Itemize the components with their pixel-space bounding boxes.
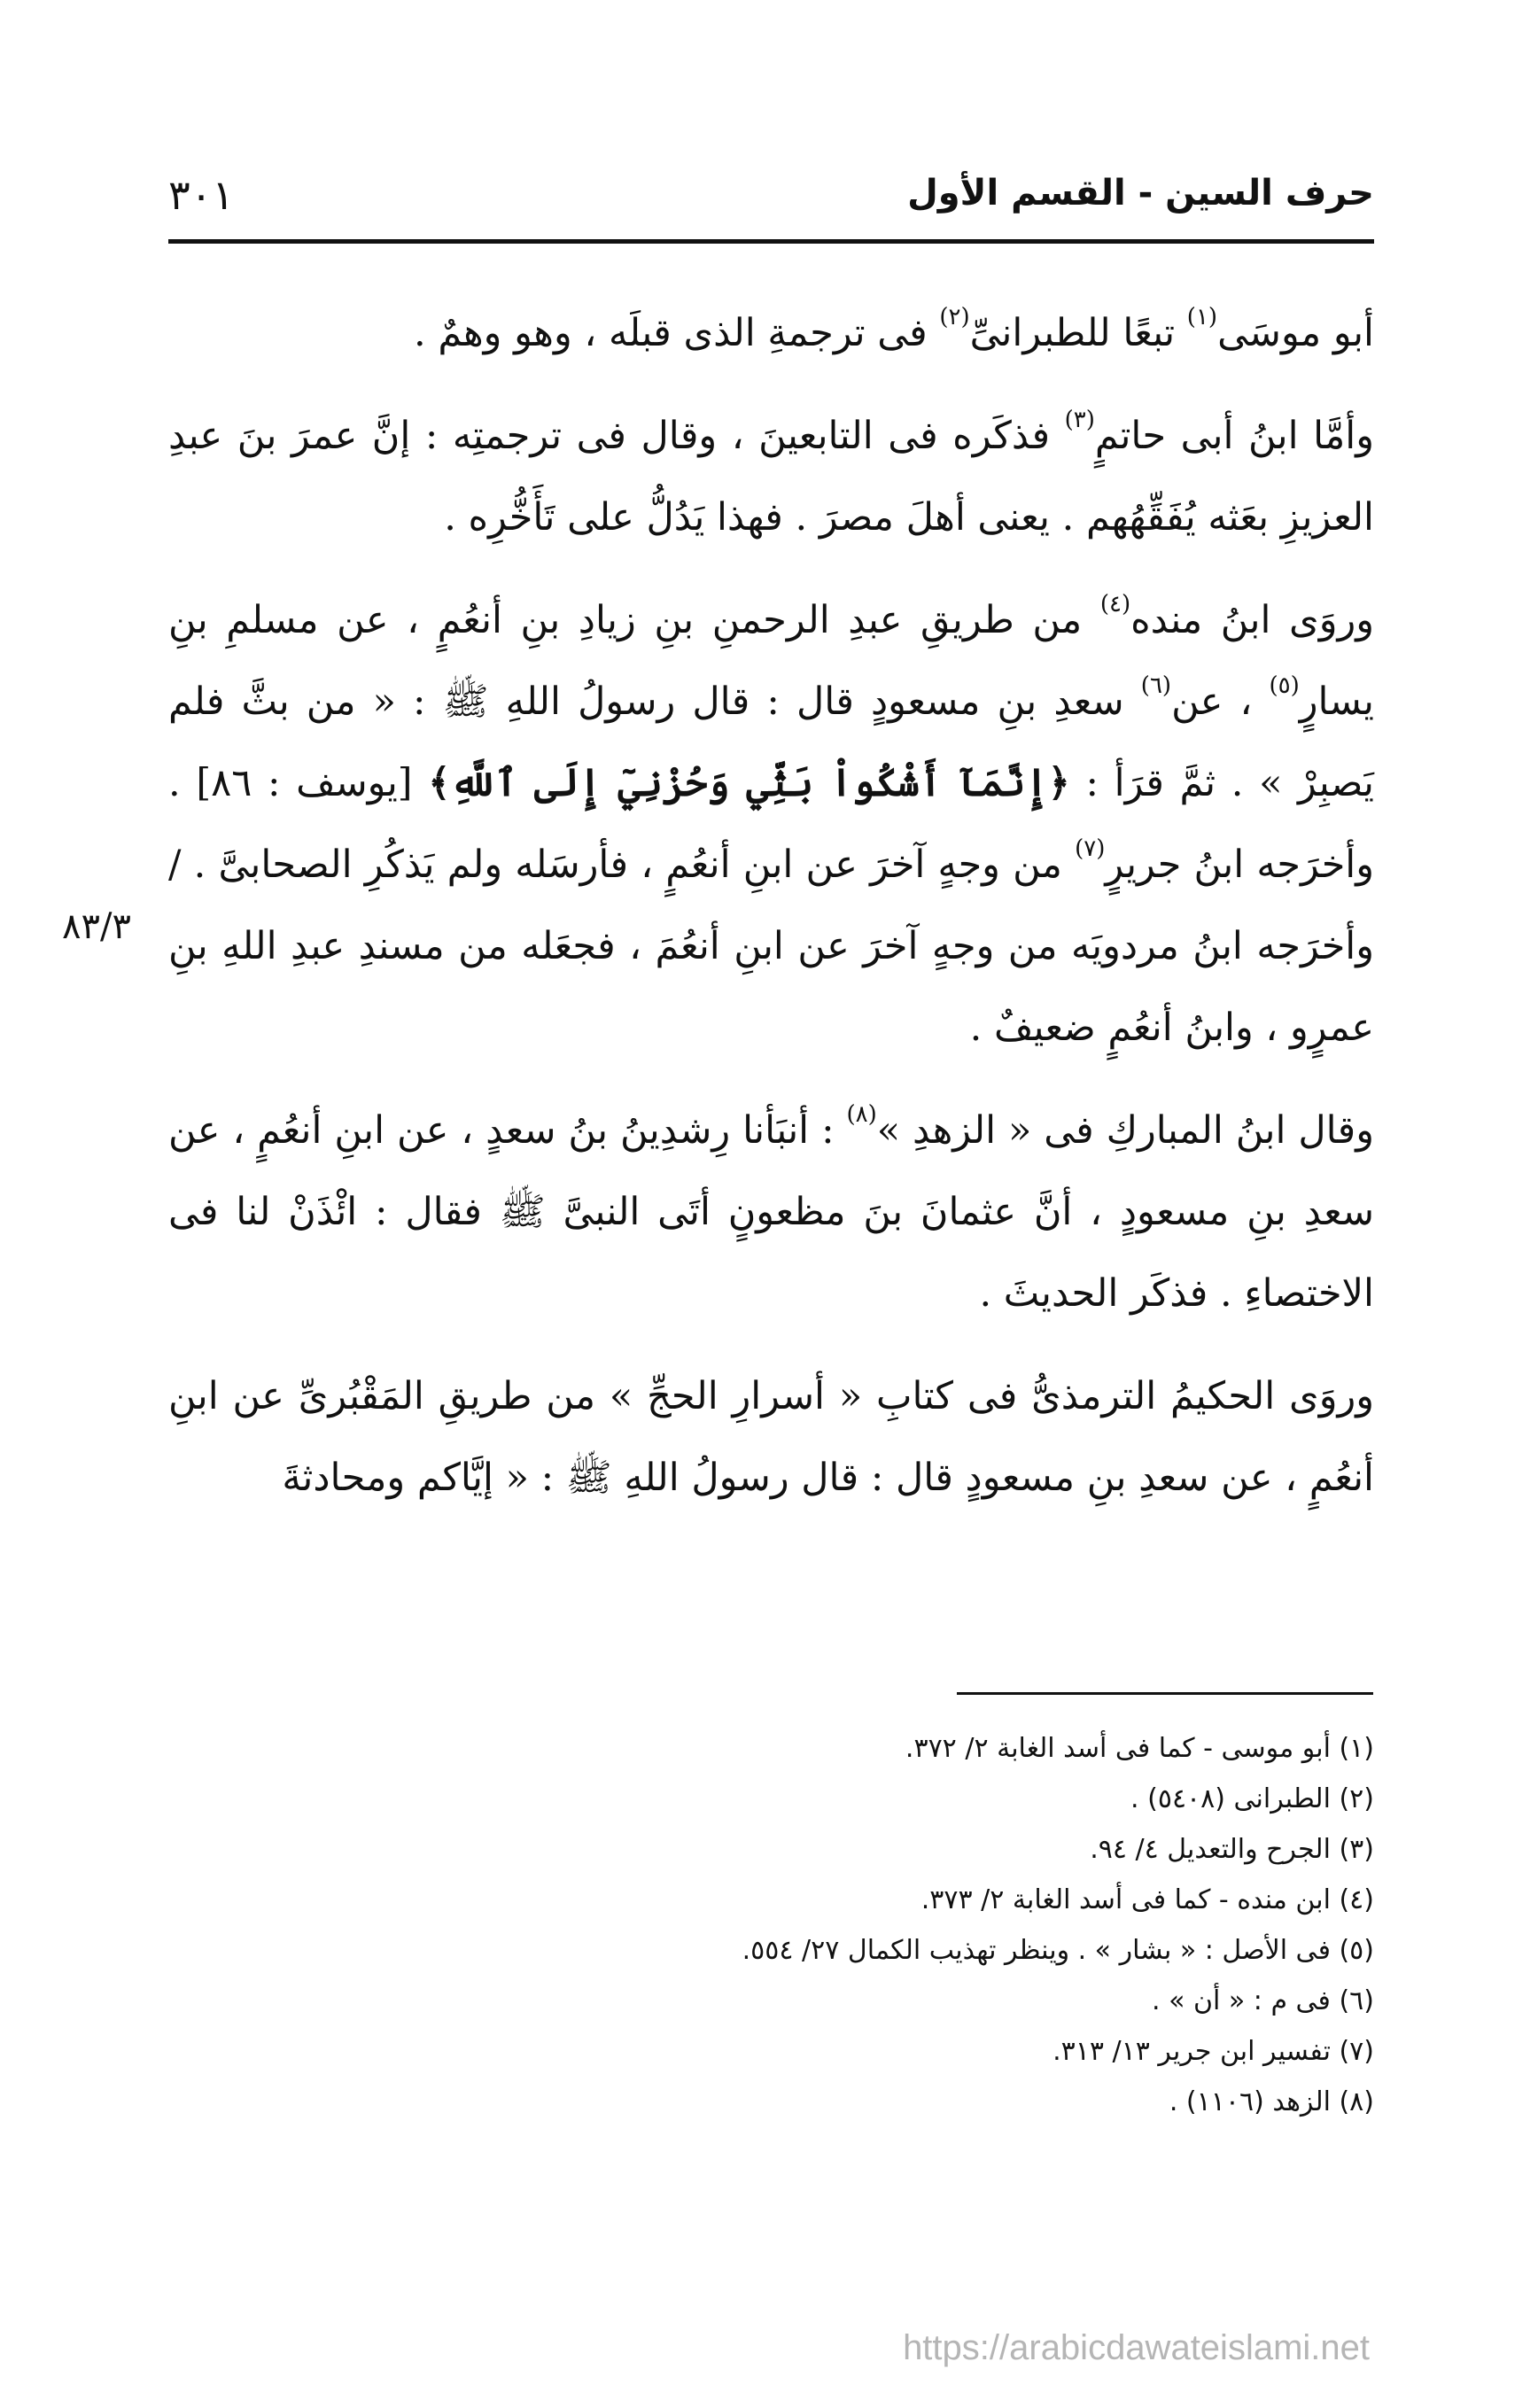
footnote-separator [957, 1692, 1373, 1695]
footnote-marker: (٣) [1064, 407, 1095, 433]
text-run: وأمَّا ابنُ أبى حاتمٍ [1094, 414, 1374, 458]
footnote-marker: (٦) [1140, 672, 1172, 699]
page-number: ٣٠١ [168, 171, 235, 219]
footnote-marker: (٧) [1075, 835, 1106, 862]
paragraph [168, 1090, 1374, 1334]
text-run: سعدِ بنِ مسعودٍ قال : قال رسولُ اللهِ ﷺ : « من بثَّ فلم يَصبِرْ » . ثمَّ قرَأ : [168, 680, 1374, 805]
footnote: (٣) الجرح والتعديل ٤/ ٩٤. [1090, 1834, 1374, 1865]
text-run: وروَى الحكيمُ الترمذىُّ فى كتابِ « أسرارِ الحجِّ » من طريقِ المَقْبُرىِّ عن ابنِ أنعُمٍ ، عن سعدِ بنِ مسعودٍ قال : قال رسولُ اللهِ ﷺ : « إيَّاكم ومحادثةَ [168, 1374, 1374, 1500]
text-run: وقال ابنُ المباركِ فى « الزهدِ » [876, 1108, 1374, 1153]
text-run: ، عن [1171, 680, 1270, 724]
quran-quote: ﴿إِنَّمَآ أَشْكُواْ بَثِّي وَحُزْنِيٓ إِلَى ٱللَّهِ﴾ [428, 761, 1070, 805]
footnote: (٨) الزهد (١١٠٦) . [1169, 2086, 1374, 2117]
paragraph [168, 1355, 1374, 1519]
footnote-marker: (٢) [939, 304, 970, 330]
main-text [168, 292, 1374, 1540]
footnote: (١) أبو موسى - كما فى أسد الغابة ٢/ ٣٧٢. [905, 1733, 1374, 1764]
footnote-marker: (٤) [1099, 591, 1131, 618]
running-header [168, 164, 1374, 235]
footnotes-section [168, 1723, 1374, 2127]
text-run: [يوسف : ٨٦] . وأخرَجه ابنُ جريرٍ [168, 761, 1375, 887]
header-rule [168, 239, 1374, 244]
footnote: (٧) تفسير ابن جرير ١٣/ ٣١٣. [1053, 2036, 1374, 2067]
footnote-marker: (١) [1186, 304, 1218, 330]
watermark: https://arabicdawateislami.net [903, 2328, 1370, 2367]
text-run: : أنبَأنا رِشدِينُ بنُ سعدٍ ، عن ابنِ أنعُمٍ ، عن سعدِ بنِ مسعودٍ ، أنَّ عثمانَ بنَ مظعونٍ أتَى النبىَّ ﷺ فقال : ائْذَنْ لنا فى الاختصاءِ . فذكَر الحديثَ . [168, 1108, 1374, 1316]
paragraph [168, 395, 1374, 558]
paragraph [168, 579, 1374, 1068]
text-run: من طريقِ عبدِ الرحمنِ بنِ زيادِ بنِ أنعُمٍ ، عن مسلمِ بنِ يسارٍ [168, 598, 1374, 724]
footnote-marker: (٨) [846, 1101, 877, 1128]
footnote: (٢) الطبرانى (٥٤٠٨) . [1130, 1783, 1374, 1814]
footnote: (٥) فى الأصل : « بشار » . وينظر تهذيب الكمال ٢٧/ ٥٥٤. [742, 1935, 1374, 1966]
margin-reference: ٨٣/٣ [62, 906, 131, 947]
paragraph [168, 292, 1374, 374]
text-run: وروَى ابنُ منده [1130, 598, 1375, 642]
chapter-title: حرف السين - القسم الأول [907, 173, 1374, 214]
text-run: فذكَره فى التابعينَ ، وقال فى ترجمتِه : إنَّ عمرَ بنَ عبدِ العزيزِ بعَثه يُفَقِّهُهم . يعنى أهلَ مصرَ . فهذا يَدُلُّ على تَأَخُّرِه . [168, 414, 1374, 540]
footnote: (٤) ابن منده - كما فى أسد الغابة ٢/ ٣٧٣. [920, 1884, 1374, 1915]
text-run: فى ترجمةِ الذى قبلَه ، وهو وهمٌ . [414, 311, 940, 355]
footnote-marker: (٥) [1269, 672, 1300, 699]
footnote: (٦) فى م : « أن » . [1152, 1985, 1374, 2016]
text-run: أبو موسَى [1217, 311, 1374, 355]
text-run: من وجهٍ آخرَ عن ابنِ أنعُمٍ ، فأرسَله ولم يَذكُرِ الصحابىَّ . / وأخرَجه ابنُ مردويَه من وجهٍ آخرَ عن ابنِ أنعُمَ ، فجعَله من مسندِ عبدِ اللهِ بنِ عمرٍو ، وابنُ أنعُمٍ ضعيفٌ . [168, 843, 1374, 1050]
text-run: تبعًا للطبرانىِّ [969, 311, 1187, 355]
